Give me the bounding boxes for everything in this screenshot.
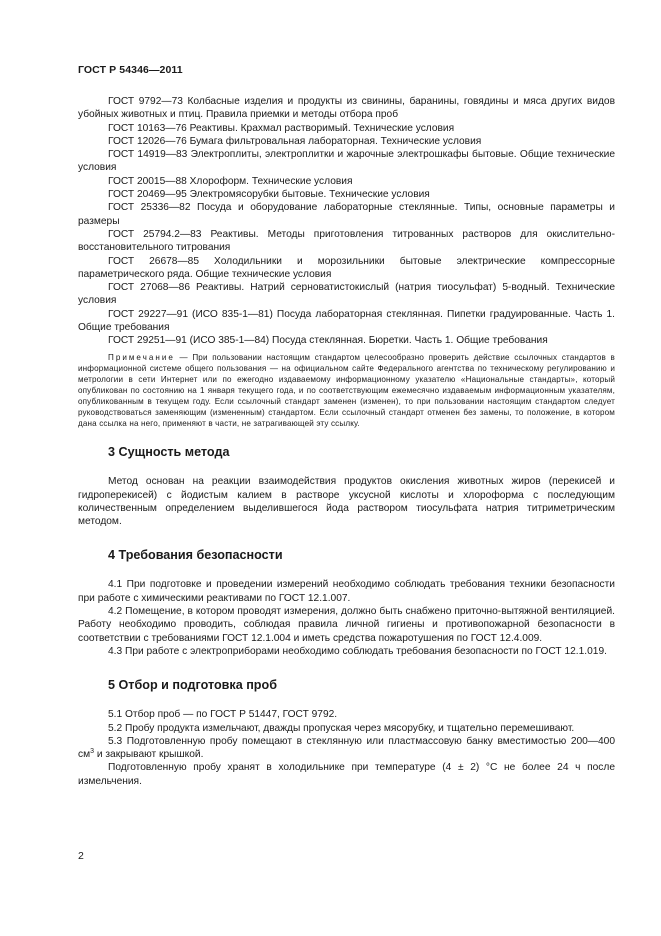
reference-item: ГОСТ 12026—76 Бумага фильтровальная лабораторная. Технические условия	[108, 135, 482, 147]
section-3-heading: 3 Сущность метода	[108, 445, 230, 460]
section-4-heading: 4 Требования безопасности	[108, 548, 283, 563]
note-text: — При пользовании настоящим стандартом целесообразно проверить действие ссылочных стандартов в информационной системе общего пользования — на официальном сайте Федерального агентства по техническому регулированию и метрологии в сети Интернет или по ежегодно издаваемому информационному указателю «Национальные стандарты», который опубликован по состоянию на 1 января текущего года, и по соответствующим ежемесячно издаваемым информационным указателям, опубликованным в текущем году. Если ссылочный стандарт заменен (изменен), то при пользовании настоящим стандартом следует руководствоваться заменяющим (измененным) стандартом. Если ссылочный стандарт отменен без замены, то положение, в котором дана ссылка на него, применяют в части, не затрагивающей эту ссылку.	[78, 352, 615, 429]
section-4-paragraph-4-2: 4.2 Помещение, в котором проводят измерения, должно быть снабжено приточно-вытяжной вентиляцией. Работу необходимо проводить, соблюдая правила личной гигиены и противопожарной безопасности в соответствии с требованиями ГОСТ 12.1.004 и иметь средства пожаротушения по ГОСТ 12.4.009.	[78, 606, 615, 644]
reference-item: ГОСТ 20469—95 Электромясорубки бытовые. Технические условия	[108, 189, 430, 201]
section-5-heading: 5 Отбор и подготовка проб	[108, 678, 277, 693]
document-body	[78, 95, 615, 788]
section-5-paragraph-5-3	[78, 735, 615, 762]
section-5-paragraph-5-1: 5.1 Отбор проб — по ГОСТ Р 51447, ГОСТ 9792.	[108, 709, 338, 721]
section-4-paragraph-4-3: 4.3 При работе с электроприборами необходимо соблюдать требования безопасности по ГОСТ 12.1.019.	[108, 645, 607, 657]
section-5-paragraph-5-2: 5.2 Пробу продукта измельчают, дважды пропуская через мясорубку, и тщательно перемешивают.	[108, 722, 575, 734]
note	[78, 352, 615, 430]
reference-item: ГОСТ 10163—76 Реактивы. Крахмал растворимый. Технические условия	[108, 122, 455, 134]
reference-item: ГОСТ 25336—82 Посуда и оборудование лабораторные стеклянные. Типы, основные параметры и размеры	[78, 202, 615, 227]
section-4-paragraph-4-1: 4.1 При подготовке и проведении измерений необходимо соблюдать требования техники безопасности при работе с химическими реактивами по ГОСТ 12.1.007.	[78, 579, 615, 604]
note-label: Примечание	[108, 352, 175, 362]
section-5-paragraph-storage: Подготовленную пробу хранят в холодильнике при температуре (4 ± 2) °С не более 24 ч после измельчения.	[78, 762, 615, 787]
references-list	[78, 95, 615, 348]
p53-text: 5.3 Подготовленную пробу помещают в стеклянную или пластмассовую банку вместимостью 200—400 см	[78, 735, 615, 761]
section-3-paragraph: Метод основан на реакции взаимодействия продуктов окисления животных жиров (перекисей и гидроперекисей) с йодистым калием в растворе уксусной кислоты и хлороформа с последующим количественным определением выделившегося йода раствором тиосульфата натрия титриметрическим методом.	[78, 476, 615, 528]
reference-item: ГОСТ 25794.2—83 Реактивы. Методы приготовления титрованных растворов для окислительно-восстановительного титрования	[78, 228, 615, 254]
reference-item: ГОСТ 14919—83 Электроплиты, электроплитки и жарочные электрошкафы бытовые. Общие технические условия	[78, 149, 615, 174]
reference-item: ГОСТ 26678—85 Холодильники и морозильники бытовые электрические компрессорные параметрического ряда. Общие технические условия	[78, 255, 615, 280]
p53-text-end: и закрывают крышкой.	[94, 749, 204, 761]
reference-item: ГОСТ 29227—91 (ИСО 835-1—81) Посуда лабораторная стеклянная. Пипетки градуированные. Часть 1. Общие требования	[78, 308, 615, 334]
document-header: ГОСТ Р 54346—2011	[78, 64, 183, 76]
reference-item: ГОСТ 27068—86 Реактивы. Натрий серноватистокислый (натрия тиосульфат) 5-водный. Технические условия	[78, 282, 615, 307]
p53-superscript: 3	[90, 748, 95, 756]
reference-item: ГОСТ 29251—91 (ИСО 385-1—84) Посуда стеклянная. Бюретки. Часть 1. Общие требования	[108, 335, 548, 347]
page-number: 2	[78, 850, 84, 862]
reference-item: ГОСТ 9792—73 Колбасные изделия и продукты из свинины, баранины, говядины и мяса других видов убойных животных и птиц. Правила приемки и методы отбора проб	[78, 96, 615, 121]
reference-item: ГОСТ 20015—88 Хлороформ. Технические условия	[108, 175, 353, 187]
